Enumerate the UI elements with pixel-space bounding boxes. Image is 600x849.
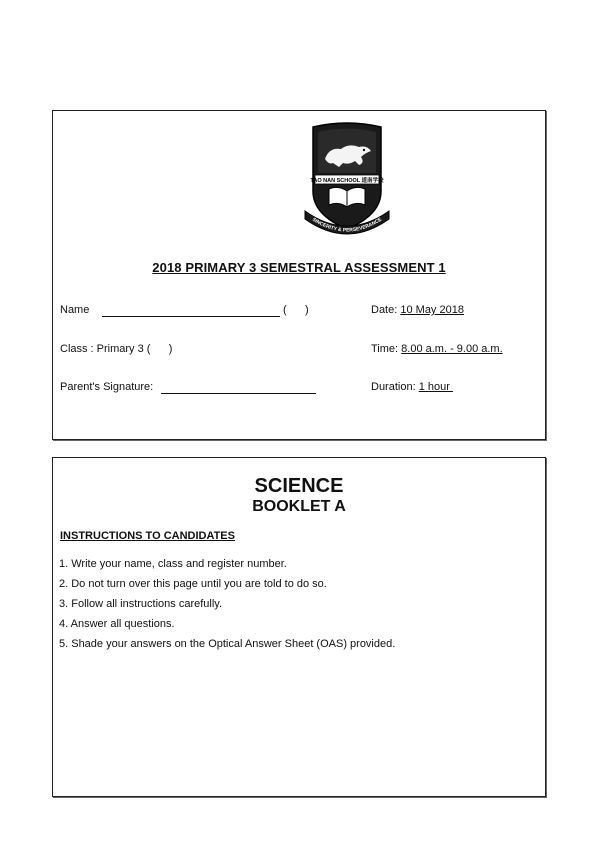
date-label: Date: (371, 304, 401, 316)
header-box (52, 110, 546, 440)
instruction-item: 4. Answer all questions. (59, 618, 175, 630)
date-value: 10 May 2018 (400, 304, 464, 316)
name-line[interactable] (102, 316, 280, 317)
duration-value: 1 hour (418, 381, 453, 393)
instruction-item: 1. Write your name, class and register number. (59, 558, 287, 570)
register-number-bracket: ( ) (283, 304, 309, 316)
instructions-heading: INSTRUCTIONS TO CANDIDATES (60, 530, 235, 542)
instruction-item: 3. Follow all instructions carefully. (59, 598, 223, 610)
time-value: 8.00 a.m. - 9.00 a.m. (401, 343, 503, 355)
duration-label: Duration: (371, 381, 419, 393)
school-crest-logo (299, 119, 395, 243)
class-label: Class : Primary 3 ( ) (60, 343, 173, 355)
time-field (371, 343, 503, 355)
booklet-title: BOOKLET A (252, 498, 346, 515)
instructions-list (59, 554, 395, 654)
duration-field (371, 381, 453, 393)
name-label: Name (60, 304, 90, 316)
crest-school-name: TAO NAN SCHOOL 道南学校 (310, 178, 384, 184)
crest-motto: SINCERITY & PERSEVERANCE (311, 216, 383, 234)
date-field (371, 304, 464, 316)
instruction-item: 2. Do not turn over this page until you are told to do so. (59, 578, 327, 590)
time-label: Time: (371, 343, 402, 355)
instructions-box (52, 457, 546, 797)
signature-line[interactable] (161, 393, 316, 394)
assessment-title: 2018 PRIMARY 3 SEMESTRAL ASSESSMENT 1 (152, 260, 446, 275)
signature-label: Parent's Signature: (60, 381, 154, 393)
subject-title: SCIENCE (254, 475, 344, 497)
instruction-item: 5. Shade your answers on the Optical Answer Sheet (OAS) provided. (59, 638, 396, 650)
